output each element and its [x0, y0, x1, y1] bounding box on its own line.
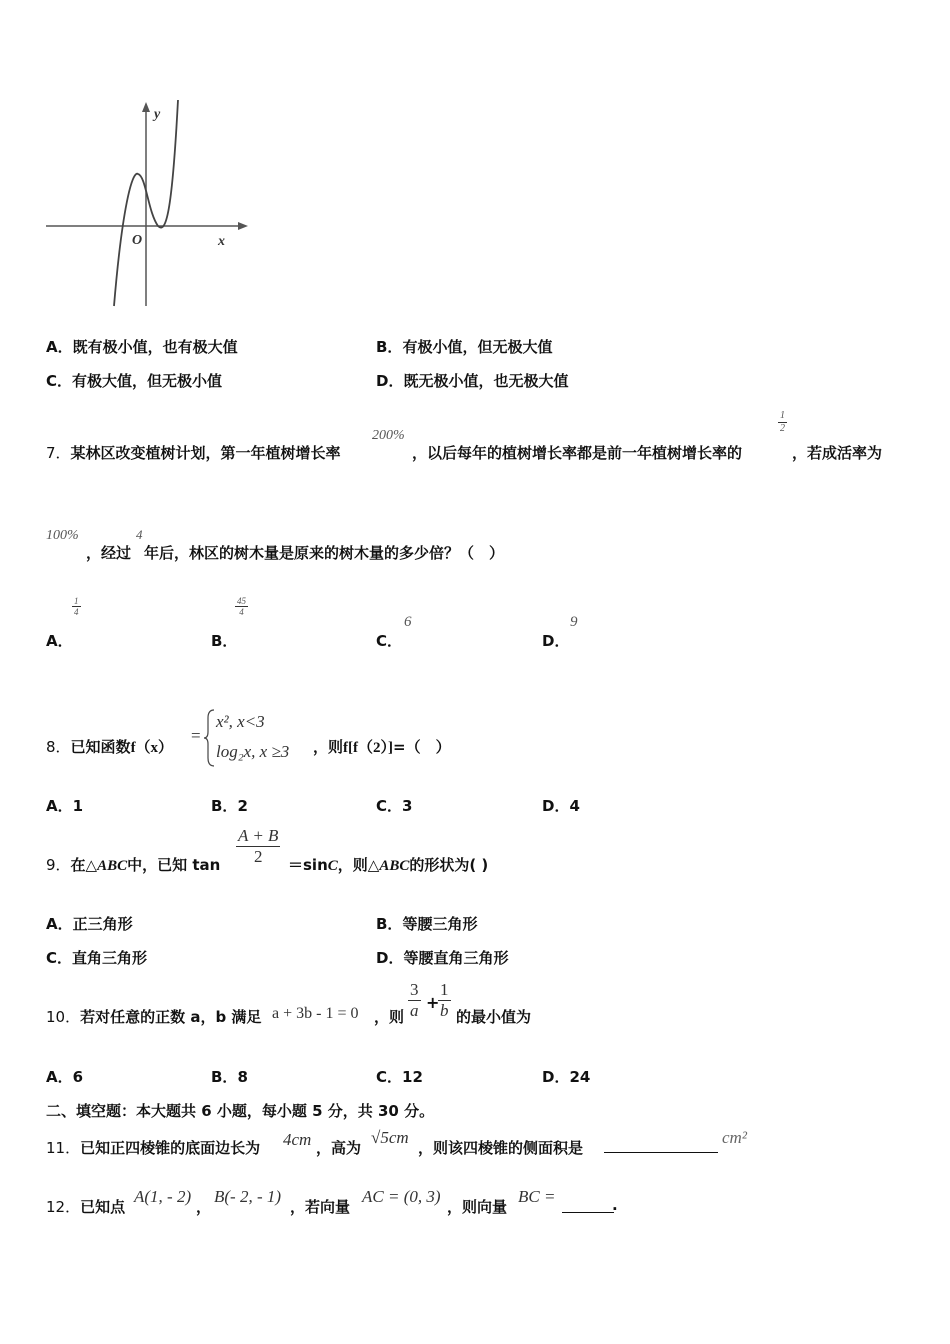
q6-option-b[interactable]: B．有极小值，但无极大值 [376, 338, 553, 356]
q7-survival: 100% [46, 528, 79, 543]
q12-vector-ac: AC = (0, 3) [362, 1187, 441, 1206]
q12-period: . [612, 1196, 618, 1214]
q11-text2: ，高为 [316, 1139, 362, 1157]
q7-half-fraction: $\frac{1}{2}$ [780, 410, 785, 434]
q12-answer-blank[interactable] [562, 1198, 614, 1213]
q7-option-b-value: $\frac{45}{4}$ [237, 596, 246, 618]
q7-text5: 年后，林区的树木量是原来的树木量的多少倍？（ ） [144, 544, 505, 562]
q11-height: √5cm [371, 1128, 409, 1147]
q12-comma: ， [196, 1198, 212, 1216]
q10-option-d[interactable]: D．24 [542, 1068, 591, 1086]
q10-plus: + [426, 993, 440, 1012]
q8-option-a[interactable]: A．1 [46, 797, 84, 815]
q8-brace-icon [204, 708, 216, 768]
q9-option-a[interactable]: A．正三角形 [46, 915, 133, 933]
q6-option-d[interactable]: D．既无极小值，也无极大值 [376, 372, 569, 390]
q9-line: 9．在△ABC中，已知 tan [46, 856, 221, 874]
q10-condition: a + 3b - 1 = 0 [272, 1005, 359, 1022]
q12-text3: ，则向量 [447, 1198, 508, 1216]
q8-piece-2: log₂x, x ≥3 [216, 742, 290, 761]
q10-line: 10．若对任意的正数 a，b 满足 [46, 1008, 262, 1026]
q10-text2: ，则 [374, 1008, 405, 1026]
q7-option-b[interactable]: B． [211, 632, 238, 650]
q9-option-b[interactable]: B．等腰三角形 [376, 915, 478, 933]
q10-option-a[interactable]: A．6 [46, 1068, 84, 1086]
q9-line-end: ＝sinC，则△ABC的形状为( ) [288, 856, 489, 874]
q10-option-b[interactable]: B．8 [211, 1068, 248, 1086]
q10-text3: 的最小值为 [456, 1008, 532, 1026]
q7-rate: 200% [372, 428, 405, 443]
q12-number: 12． [46, 1198, 81, 1216]
q7-years: 4 [136, 527, 143, 542]
q10-number: 10． [46, 1008, 81, 1026]
q10-fraction-1: $\frac{3}{a}$ [410, 980, 419, 1020]
q7-number: 7． [46, 444, 71, 462]
q12-point-b: B(- 2, - 1) [214, 1187, 282, 1206]
q7-text2: ，以后每年的植树增长率都是前一年植树增长率的 [412, 444, 743, 462]
x-axis-arrow-icon [238, 222, 248, 230]
q7-option-d[interactable]: D． [542, 632, 570, 650]
q8-option-c[interactable]: C．3 [376, 797, 413, 815]
q12-vector-bc: BC = [518, 1187, 556, 1206]
q9-option-d[interactable]: D．等腰直角三角形 [376, 949, 509, 967]
q10-option-c[interactable]: C．12 [376, 1068, 423, 1086]
q8-option-b[interactable]: B．2 [211, 797, 248, 815]
q7-option-a-value: $\frac{1}{4}$ [74, 596, 79, 618]
q9-option-c[interactable]: C．直角三角形 [46, 949, 148, 967]
q7-option-d-value: 9 [570, 614, 578, 630]
y-axis-label: y [154, 107, 161, 122]
q9-fraction: $\frac{A + B}{2}$ [238, 826, 279, 866]
q8-option-d[interactable]: D．4 [542, 797, 580, 815]
q7-option-c-value: 6 [404, 614, 412, 630]
q11-unit: cm² [722, 1128, 747, 1147]
q9-number: 9． [46, 856, 71, 874]
q8-line: 8．已知函数f（x） [46, 738, 174, 756]
function-graph [44, 100, 250, 308]
origin-label: O [132, 233, 143, 248]
q7-text3: ，若成活率为 [792, 444, 883, 462]
q6-option-a[interactable]: A．既有极小值，也有极大值 [46, 338, 238, 356]
q12-point-a: A(1, - 2) [134, 1187, 192, 1206]
q11-answer-blank[interactable] [604, 1138, 718, 1153]
q11-text3: ，则该四棱锥的侧面积是 [418, 1139, 584, 1157]
q8-line-end: ，则f[f（2）]=（ ） [313, 738, 451, 756]
q8-piece-1: x², x<3 [216, 712, 265, 731]
q11-number: 11． [46, 1139, 81, 1157]
q12-text2: ，若向量 [290, 1198, 351, 1216]
q11-side: 4cm [283, 1130, 312, 1149]
y-axis-arrow-icon [142, 102, 150, 112]
q7-text4: ，经过 [86, 544, 132, 562]
x-axis-label: x [218, 234, 225, 249]
q10-fraction-2: $\frac{1}{b}$ [440, 980, 449, 1020]
q8-number: 8． [46, 738, 71, 756]
q7-option-a[interactable]: A． [46, 632, 73, 650]
section-heading: 二、填空题：本大题共 6 小题，每小题 5 分，共 30 分。 [46, 1102, 435, 1120]
q11-line: 11．已知正四棱锥的底面边长为 [46, 1139, 261, 1157]
q7-option-c[interactable]: C． [376, 632, 403, 650]
q8-equals: = [191, 726, 201, 745]
q12-line: 12．已知点 [46, 1198, 126, 1216]
q7-line1: 7．某林区改变植树计划，第一年植树增长率 [46, 444, 341, 462]
q6-option-c[interactable]: C．有极大值，但无极小值 [46, 372, 223, 390]
